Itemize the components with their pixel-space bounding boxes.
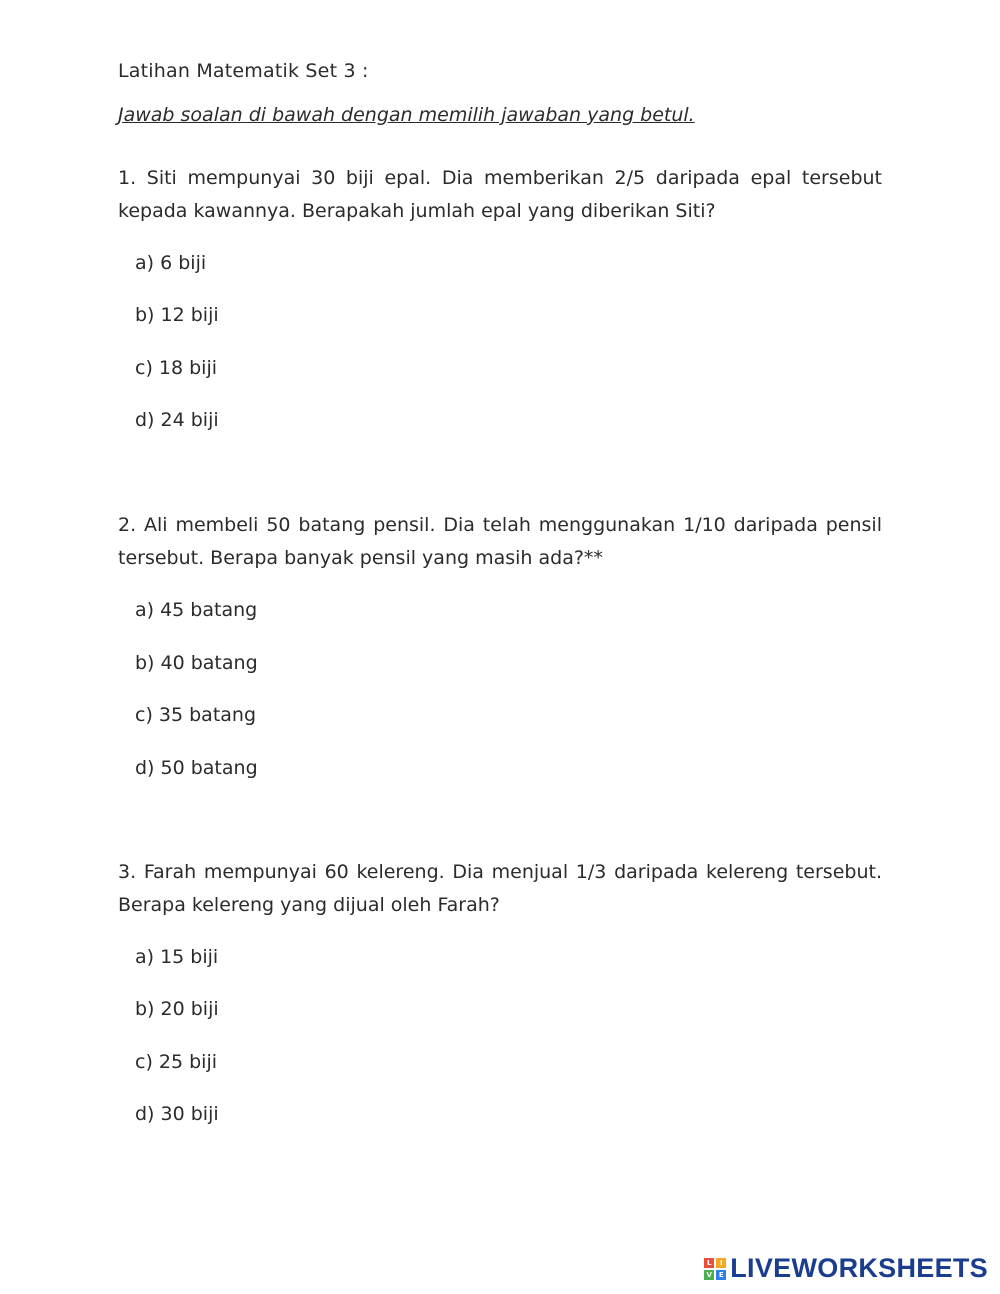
question-3-option-d[interactable]: d) 30 biji: [135, 1103, 219, 1125]
question-1-option-b[interactable]: b) 12 biji: [135, 304, 219, 326]
question-1-option-d[interactable]: d) 24 biji: [135, 409, 219, 431]
question-2-option-b[interactable]: b) 40 batang: [135, 652, 258, 674]
question-1-option-a[interactable]: a) 6 biji: [135, 252, 207, 274]
question-3-option-a[interactable]: a) 15 biji: [135, 946, 219, 968]
logo-text: LIVEWORKSHEETS: [730, 1253, 988, 1283]
liveworksheets-logo-icon: L I V E: [704, 1258, 726, 1280]
question-2-option-a[interactable]: a) 45 batang: [135, 599, 258, 621]
question-1-option-c[interactable]: c) 18 biji: [135, 357, 218, 379]
question-3-text: 3. Farah mempunyai 60 kelereng. Dia menjual 1/3 daripada kelereng tersebut. Berapa kelereng yang dijual oleh Farah?: [118, 861, 882, 916]
page-title: Latihan Matematik Set 3 :: [118, 60, 369, 82]
question-2-option-d[interactable]: d) 50 batang: [135, 757, 258, 779]
question-1-text: 1. Siti mempunyai 30 biji epal. Dia memberikan 2/5 daripada epal tersebut kepada kawannya. Berapakah jumlah epal yang diberikan Siti?: [118, 167, 882, 222]
instruction-text: Jawab soalan di bawah dengan memilih jawaban yang betul.: [118, 104, 695, 126]
question-2-option-c[interactable]: c) 35 batang: [135, 704, 257, 726]
question-2-text: 2. Ali membeli 50 batang pensil. Dia telah menggunakan 1/10 daripada pensil tersebut. Berapa banyak pensil yang masih ada?**: [118, 514, 882, 569]
liveworksheets-logo: [704, 1253, 988, 1284]
question-3-option-c[interactable]: c) 25 biji: [135, 1051, 218, 1073]
question-3-option-b[interactable]: b) 20 biji: [135, 998, 219, 1020]
